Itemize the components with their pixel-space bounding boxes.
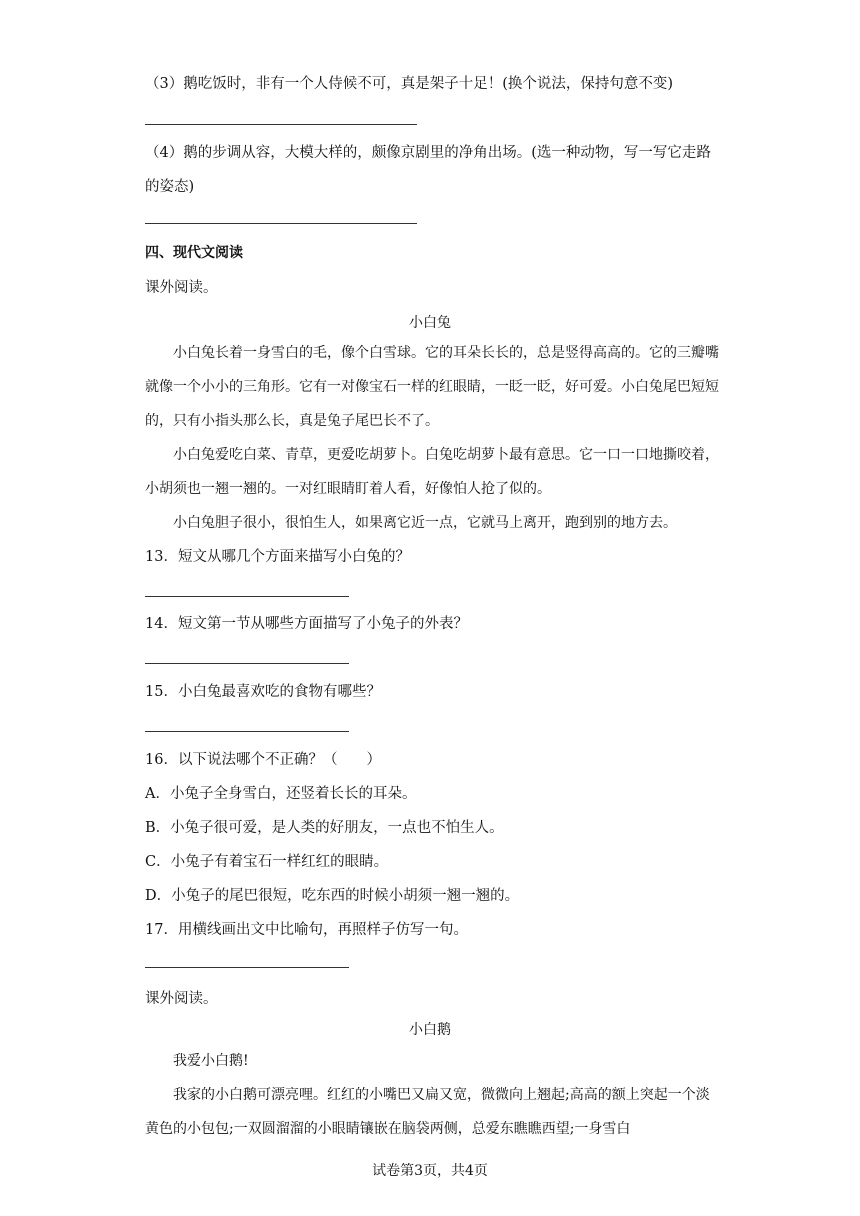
- passage-paragraph: 我家的小白鹅可漂亮哩。红红的小嘴巴又扁又宽，微微向上翘起;高高的额上突起一个淡黄色的小包包;一双圆溜溜的小眼睛镶嵌在脑袋两侧，总爱东瞧瞧西望;一身雪白: [145, 1087, 710, 1137]
- passage-title-2: 小白鹅: [409, 1022, 451, 1038]
- answer-line-q4[interactable]: [145, 223, 417, 224]
- option-d[interactable]: D．小兔子的尾巴很短，吃东西的时候小胡须一翘一翘的。: [145, 888, 520, 904]
- passage-paragraph: 小白兔胆子很小，很怕生人，如果离它近一点，它就马上离开，跑到别的地方去。: [173, 515, 677, 531]
- answer-line-q17[interactable]: [145, 967, 349, 968]
- question-4: （4）鹅的步调从容，大模大样的，颇像京剧里的净角出场。(选一种动物，写一写它走路的姿态): [145, 145, 711, 195]
- question-14: 14．短文第一节从哪些方面描写了小兔子的外表？: [145, 616, 468, 632]
- reading-intro: 课外阅读。: [145, 280, 218, 296]
- answer-line-q15[interactable]: [145, 731, 349, 732]
- passage-paragraph: 小白兔长着一身雪白的毛，像个白雪球。它的耳朵长长的，总是竖得高高的。它的三瓣嘴就像一个小小的三角形。它有一对像宝石一样的红眼睛，一眨一眨，好可爱。小白兔尾巴短短的，只有小指头那么长，真是兔子尾巴长不了。: [145, 345, 719, 429]
- answer-line-q3[interactable]: [145, 124, 417, 125]
- reading-intro-2: 课外阅读。: [145, 991, 218, 1007]
- passage-paragraph: 我爱小白鹅!: [173, 1053, 249, 1069]
- option-a[interactable]: A．小兔子全身雪白，还竖着长长的耳朵。: [145, 786, 417, 802]
- passage-body: [145, 336, 720, 540]
- answer-line-q14[interactable]: [145, 663, 349, 664]
- section-heading: 四、现代文阅读: [145, 245, 243, 261]
- passage-body-2: [145, 1044, 720, 1146]
- passage-title: 小白兔: [409, 315, 451, 331]
- question-3: （3）鹅吃饭时，非有一个人侍候不可，真是架子十足！(换个说法，保持句意不变): [145, 76, 674, 92]
- answer-line-q13[interactable]: [145, 596, 349, 597]
- option-c[interactable]: C．小兔子有着宝石一样红红的眼睛。: [145, 854, 389, 870]
- question-15: 15．小白兔最喜欢吃的食物有哪些？: [145, 684, 381, 700]
- passage-paragraph: 小白兔爱吃白菜、青草，更爱吃胡萝卜。白兔吃胡萝卜最有意思。它一口一口地撕咬着，小胡须也一翘一翘的。一对红眼睛盯着人看，好像怕人抢了似的。: [145, 447, 719, 497]
- question-13: 13．短文从哪几个方面来描写小白兔的？: [145, 549, 410, 565]
- question-17: 17．用横线画出文中比喻句，再照样子仿写一句。: [145, 922, 468, 938]
- page-footer: 试卷第3页，共4页: [372, 1163, 488, 1179]
- option-b[interactable]: B．小兔子很可爱，是人类的好朋友，一点也不怕生人。: [145, 820, 504, 836]
- question-16: 16．以下说法哪个不正确？（ ）: [145, 752, 381, 768]
